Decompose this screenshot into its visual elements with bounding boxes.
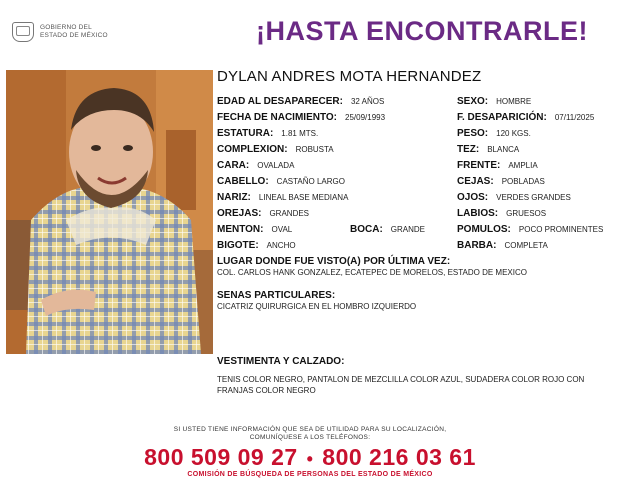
field-label: BIGOTE:: [217, 240, 259, 251]
marks-title: SENAS PARTICULARES:: [217, 290, 336, 301]
field-label: EDAD AL DESAPARECER:: [217, 96, 343, 107]
last-seen-title: LUGAR DONDE FUE VISTO(A) POR ÚLTIMA VEZ:: [217, 256, 451, 267]
phone-2[interactable]: 800 216 03 61: [322, 444, 476, 470]
field-value: ROBUSTA: [295, 145, 334, 154]
field-nose: [217, 192, 348, 203]
field-label: CEJAS:: [457, 176, 494, 187]
field-age: [217, 96, 384, 107]
field-label: POMULOS:: [457, 224, 511, 235]
government-logo: [12, 22, 108, 42]
field-value: POBLADAS: [501, 177, 545, 186]
field-build: [217, 144, 334, 155]
field-forehead: [457, 160, 538, 171]
field-beard: [457, 240, 548, 251]
field-value: GRANDE: [390, 225, 426, 234]
coat-of-arms-icon: [12, 22, 34, 42]
field-value: GRANDES: [269, 209, 310, 218]
field-weight: [457, 128, 531, 139]
field-cheekbones: [457, 224, 603, 235]
phone-separator: •: [306, 449, 314, 469]
field-complexion: [457, 144, 519, 155]
field-lips: [457, 208, 546, 219]
field-label: BARBA:: [457, 240, 497, 251]
field-value: OVALADA: [257, 161, 295, 170]
field-label: COMPLEXION:: [217, 144, 288, 155]
field-value: 1.81 MTS.: [281, 129, 319, 138]
field-label: BOCA:: [350, 224, 383, 235]
field-value: LINEAL BASE MEDIANA: [258, 193, 349, 202]
field-value: AMPLIA: [508, 161, 538, 170]
field-value: HOMBRE: [496, 97, 532, 106]
field-value: 32 AÑOS: [350, 97, 385, 106]
field-label: ESTATURA:: [217, 128, 274, 139]
field-label: SEXO:: [457, 96, 489, 107]
last-seen-text: COL. CARLOS HANK GONZALEZ, ECATEPEC DE MORELOS, ESTADO DE MEXICO: [217, 268, 527, 277]
field-disappearance-date: [457, 112, 594, 123]
phone-numbers: [0, 444, 620, 471]
headline: ¡HASTA ENCONTRARLE!: [256, 16, 588, 46]
field-value: OVAL: [271, 225, 293, 234]
field-value: 25/09/1993: [345, 113, 386, 122]
field-value: COMPLETA: [504, 241, 548, 250]
field-label: NARIZ:: [217, 192, 251, 203]
field-birthdate: [217, 112, 385, 123]
clothing-title: VESTIMENTA Y CALZADO:: [217, 356, 345, 367]
field-label: FECHA DE NACIMIENTO:: [217, 112, 337, 123]
field-value: GRUESOS: [506, 209, 547, 218]
field-label: CABELLO:: [217, 176, 269, 187]
person-photo: [6, 70, 213, 354]
field-label: OREJAS:: [217, 208, 262, 219]
field-value: VERDES GRANDES: [496, 193, 571, 202]
marks-text: CICATRIZ QUIRURGICA EN EL HOMBRO IZQUIERDO: [217, 302, 417, 311]
field-face: [217, 160, 294, 171]
logo-text: [40, 24, 108, 40]
info-line-2: COMUNÍQUESE A LOS TELÉFONOS:: [249, 434, 371, 441]
field-label: OJOS:: [457, 192, 489, 203]
field-label: TEZ:: [457, 144, 480, 155]
field-value: ANCHO: [266, 241, 296, 250]
field-value: CASTAÑO LARGO: [276, 177, 345, 186]
field-value: 120 KGS.: [496, 129, 531, 138]
logo-line-2: ESTADO DE MÉXICO: [40, 32, 108, 39]
field-eyes: [457, 192, 571, 203]
field-label: FRENTE:: [457, 160, 501, 171]
field-sex: [457, 96, 531, 107]
person-name: DYLAN ANDRES MOTA HERNANDEZ: [217, 68, 482, 85]
clothing-text: TENIS COLOR NEGRO, PANTALON DE MEZCLILLA COLOR AZUL, SUDADERA COLOR ROJO CON FRANJAS COLOR NEGRO: [217, 375, 585, 395]
field-ears: [217, 208, 309, 219]
phone-1[interactable]: 800 509 09 27: [144, 444, 298, 470]
field-value: POCO PROMINENTES: [518, 225, 604, 234]
field-mouth: [350, 224, 425, 235]
field-label: CARA:: [217, 160, 250, 171]
logo-line-1: GOBIERNO DEL: [40, 24, 92, 31]
field-mustache: [217, 240, 296, 251]
field-value: BLANCA: [487, 145, 520, 154]
field-label: MENTON:: [217, 224, 264, 235]
field-label: F. DESAPARICIÓN:: [457, 112, 547, 123]
field-hair: [217, 176, 345, 187]
field-height: [217, 128, 318, 139]
field-label: LABIOS:: [457, 208, 499, 219]
field-eyebrows: [457, 176, 545, 187]
field-value: 07/11/2025: [554, 113, 595, 122]
field-label: PESO:: [457, 128, 489, 139]
field-chin: [217, 224, 292, 235]
info-line-1: SI USTED TIENE INFORMACIÓN QUE SEA DE UTILIDAD PARA SU LOCALIZACIÓN,: [173, 426, 447, 433]
footer-commission: COMISIÓN DE BÚSQUEDA DE PERSONAS DEL ESTADO DE MÉXICO: [187, 471, 433, 478]
